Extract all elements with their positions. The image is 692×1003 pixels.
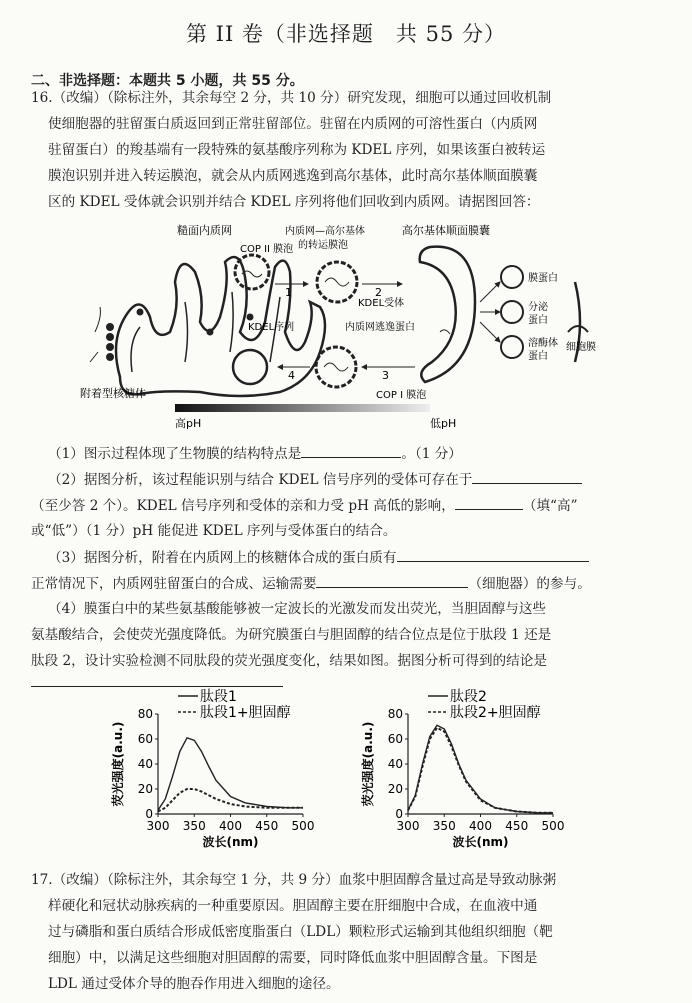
chart-peptide-1 <box>100 686 320 866</box>
q16-sub4-2: 氨基酸结合，会使荧光强度降低。为研究膜蛋白与胆固醇的结合位点是位于肽段 1 还是 <box>31 627 552 643</box>
x-tick-label: 500 <box>291 819 315 833</box>
answer-blank[interactable] <box>397 547 589 562</box>
y-tick-label: 60 <box>137 732 153 746</box>
q16-sub3-text-2: 正常情况下，内质网驻留蛋白的合成、运输需要 <box>31 576 317 592</box>
answer-blank[interactable] <box>316 573 468 588</box>
q17-line: 17.（改编）（除标注外，其余每空 1 分，共 9 分）血浆中胆固醇含量过高是导致动脉粥 <box>31 872 557 888</box>
q16-sub2-text-2: （至少答 2 个）。KDEL 信号序列和受体的亲和力受 pH 高低的影响， <box>31 498 455 514</box>
series-line <box>408 728 553 813</box>
answer-blank[interactable] <box>31 672 283 687</box>
q16-sub3-cont <box>31 573 591 594</box>
label-membrane-protein: 膜蛋白 <box>528 273 558 284</box>
series-line <box>158 738 303 811</box>
step-number: 1 <box>285 286 292 299</box>
label-high-ph: 高pH <box>175 417 202 430</box>
q17-line: 样硬化和冠状动脉疾病的一种重要原因。胆固醇主要在肝细胞中合成，在血液中通 <box>48 898 538 914</box>
q16-sub1-text: （1）图示过程体现了生物膜的结构特点是 <box>48 446 302 462</box>
x-tick-label: 500 <box>541 819 565 833</box>
q16-sub1-tail: 。（1 分） <box>401 446 462 462</box>
q17-line: 过与磷脂和蛋白质结合形成低密度脂蛋白（LDL）颗粒形式运输到其他组织细胞（靶 <box>48 924 553 940</box>
label-cell-membrane: 细胞膜 <box>566 342 596 353</box>
legend-label: 肽段1+胆固醇 <box>200 705 291 721</box>
exam-part-title: 第 II 卷（非选择题 共 55 分） <box>185 22 506 46</box>
x-tick-label: 350 <box>182 819 206 833</box>
q16-line: 驻留蛋白）的羧基端有一段特殊的氨基酸序列称为 KDEL 序列，如果该蛋白被转运 <box>48 142 546 158</box>
q16-sub3-tail: （细胞器）的参与。 <box>468 576 591 592</box>
legend-label: 肽段2+胆固醇 <box>450 705 541 721</box>
y-axis-label: 荧光强度(a.u.) <box>361 721 375 807</box>
cop2-vesicle <box>235 255 269 289</box>
x-axis-label: 波长(nm) <box>202 835 259 849</box>
label-escape: 内质网逃逸蛋白 <box>345 322 415 333</box>
answer-blank[interactable] <box>301 443 401 458</box>
q17-line: LDL 通过受体介导的胞吞作用进入细胞的途径。 <box>48 976 340 992</box>
answer-blank[interactable] <box>455 495 523 510</box>
q16-line: 16.（改编）（除标注外，其余每空 2 分，共 10 分）研究发现，细胞可以通过回收机制 <box>31 90 552 106</box>
legend-label: 肽段1 <box>200 689 237 705</box>
legend-label: 肽段2 <box>450 689 487 705</box>
y-tick-label: 0 <box>395 807 403 821</box>
x-tick-label: 400 <box>219 819 242 833</box>
y-tick-label: 20 <box>387 782 403 796</box>
label-rough-er: 糙面内质网 <box>177 224 232 237</box>
label-secreted-2: 蛋白 <box>528 315 548 326</box>
q16-sub1 <box>48 443 462 464</box>
q16-line: 膜泡识别并进入转运膜泡，就会从内质网逃逸到高尔基体，此时高尔基体顺面膜囊 <box>48 168 538 184</box>
q16-sub2-end: 或“低”）（1 分）pH 能促进 KDEL 序列与受体蛋白的结合。 <box>31 523 397 539</box>
q16-sub4: （4）膜蛋白中的某些氨基酸能够被一定波长的光激发而发出荧光，当胆固醇与这些 <box>48 601 547 617</box>
x-tick-label: 400 <box>469 819 492 833</box>
label-low-ph: 低pH <box>430 417 457 430</box>
y-tick-label: 40 <box>387 757 403 771</box>
x-tick-label: 450 <box>255 819 279 833</box>
section-heading: 二、非选择题：本题共 5 小题，共 55 分。 <box>31 73 304 89</box>
series-line <box>158 789 303 812</box>
label-cop1: COP I 膜泡 <box>376 390 427 401</box>
y-tick-label: 40 <box>137 757 153 771</box>
x-tick-label: 300 <box>146 819 170 833</box>
q16-sub2-text-3: （填“高” <box>522 498 578 514</box>
answer-blank[interactable] <box>472 469 582 484</box>
y-tick-label: 60 <box>387 732 403 746</box>
golgi-cis-shape <box>420 247 475 382</box>
label-secreted: 分泌 <box>528 302 548 313</box>
chart-peptide-2 <box>350 686 570 866</box>
ph-gradient-bar <box>175 404 430 412</box>
y-tick-label: 80 <box>387 707 403 721</box>
label-lysosome: 溶酶体 <box>528 338 558 349</box>
q16-sub4-3: 肽段 2，设计实验检测不同肽段的荧光强度变化，结果如图。据图分析可得到的结论是 <box>31 653 547 669</box>
x-tick-label: 350 <box>432 819 456 833</box>
y-tick-label: 80 <box>137 707 153 721</box>
kdel-diagram <box>80 222 640 434</box>
q16-line: 使细胞器的驻留蛋白质返回到正常驻留部位。驻留在内质网的可溶性蛋白（内质网 <box>48 116 538 132</box>
y-tick-label: 20 <box>137 782 153 796</box>
x-axis-label: 波长(nm) <box>452 835 509 849</box>
y-tick-label: 0 <box>145 807 153 821</box>
q17-line: 细胞）中，以满足这些细胞对胆固醇的需要，同时降低血浆中胆固醇含量。下图是 <box>48 950 538 966</box>
y-axis-label: 荧光强度(a.u.) <box>111 721 125 807</box>
q16-sub3-text: （3）据图分析，附着在内质网上的核糖体合成的蛋白质有 <box>48 550 397 566</box>
label-lysosome-2: 蛋白 <box>528 351 548 362</box>
q16-sub2-cont <box>31 495 578 516</box>
q16-sub2 <box>48 469 582 490</box>
x-tick-label: 300 <box>396 819 420 833</box>
step-number: 3 <box>382 369 389 382</box>
q16-sub2-text: （2）据图分析，该过程能识别与结合 KDEL 信号序列的受体可存在于 <box>48 472 473 488</box>
step-number: 4 <box>288 369 295 382</box>
label-cop2: COP II 膜泡 <box>240 244 294 255</box>
label-kdel-receptor: KDEL受体 <box>358 298 405 309</box>
step-number: 2 <box>375 286 382 299</box>
label-cis-golgi: 高尔基体顺面膜囊 <box>402 224 490 237</box>
ribosome-icons <box>106 309 254 362</box>
q16-line: 区的 KDEL 受体就会识别并结合 KDEL 序列将他们回收到内质网。请据图回答： <box>48 194 540 210</box>
q16-sub3 <box>48 547 589 568</box>
label-er-golgi: 内质网—高尔基体 <box>285 226 365 237</box>
label-kdel-seq: KDEL序列 <box>248 322 295 333</box>
label-ribosome: 附着型核糖体 <box>80 387 146 400</box>
label-transport: 的转运膜泡 <box>298 240 348 251</box>
x-tick-label: 450 <box>505 819 529 833</box>
